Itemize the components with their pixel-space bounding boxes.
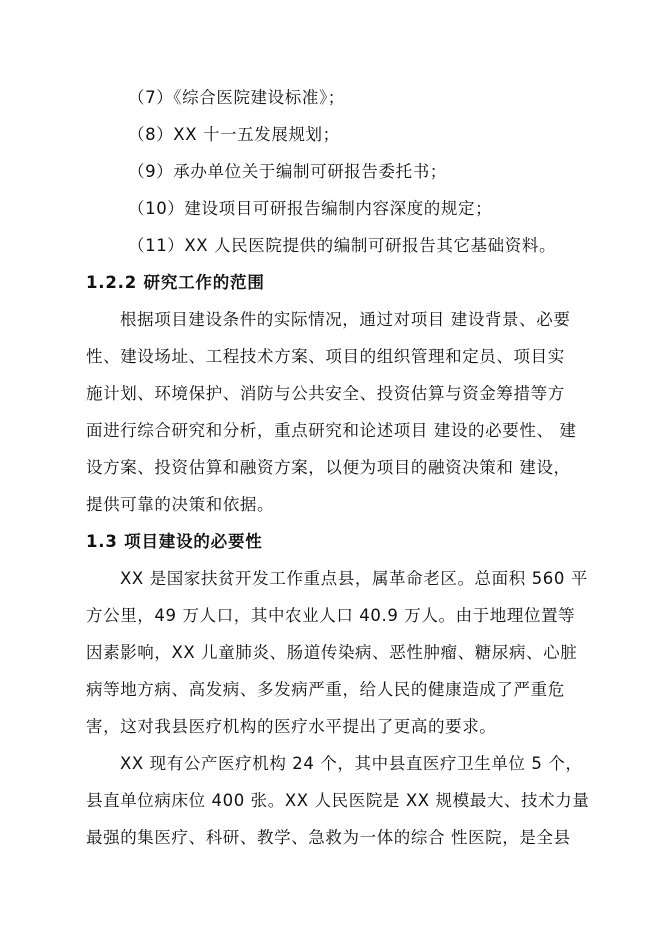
paragraph-line: XX 现有公产医疗机构 24 个，其中县直医疗卫生单位 5 个，: [120, 754, 583, 773]
paragraph-line: 根据项目建设条件的实际情况，通过对项目 建设背景、必要: [120, 310, 571, 329]
paragraph-line: 因素影响，XX 儿童肺炎、肠道传染病、恶性肿瘤、糖尿病、心脏: [86, 643, 578, 662]
paragraph-line: 最强的集医疗、科研、教学、急救为一体的综合 性医院，是全县: [86, 828, 571, 847]
paragraph-line: 害，这对我县医疗机构的医疗水平提出了更高的要求。: [86, 717, 497, 736]
reference-item-11: （11）XX 人民医院提供的编制可研报告其它基础资料。: [128, 236, 557, 255]
paragraph-line: 方公里，49 万人口，其中农业人口 40.9 万人。由于地理位置等: [86, 606, 576, 625]
section-heading-1-2-2: 1.2.2 研究工作的范围: [86, 273, 265, 292]
paragraph-line: 设方案、投资估算和融资方案，以便为项目的融资决策和 建设，: [86, 458, 571, 477]
paragraph-line: 提供可靠的决策和依据。: [86, 495, 275, 514]
section-heading-1-3: 1.3 项目建设的必要性: [86, 532, 263, 551]
paragraph-line: 面进行综合研究和分析，重点研究和论述项目 建设的必要性、 建: [86, 421, 577, 440]
paragraph-line: XX 是国家扶贫开发工作重点县，属革命老区。总面积 560 平: [120, 569, 588, 588]
paragraph-line: 施计划、环境保护、消防与公共安全、投资估算与资金筹措等方: [86, 384, 565, 403]
paragraph-line: 县直单位病床位 400 张。XX 人民医院是 XX 规模最大、技术力量: [86, 791, 590, 810]
reference-item-9: （9）承办单位关于编制可研报告委托书；: [128, 162, 447, 181]
reference-item-10: （10）建设项目可研报告编制内容深度的规定；: [128, 199, 493, 218]
paragraph-line: 性、建设场址、工程技术方案、项目的组织管理和定员、项目实: [86, 347, 565, 366]
reference-item-7: （7）《综合医院建设标准》；: [128, 88, 345, 107]
paragraph-line: 病等地方病、高发病、多发病严重，给人民的健康造成了严重危: [86, 680, 565, 699]
reference-item-8: （8）XX 十一五发展规划；: [128, 125, 340, 144]
